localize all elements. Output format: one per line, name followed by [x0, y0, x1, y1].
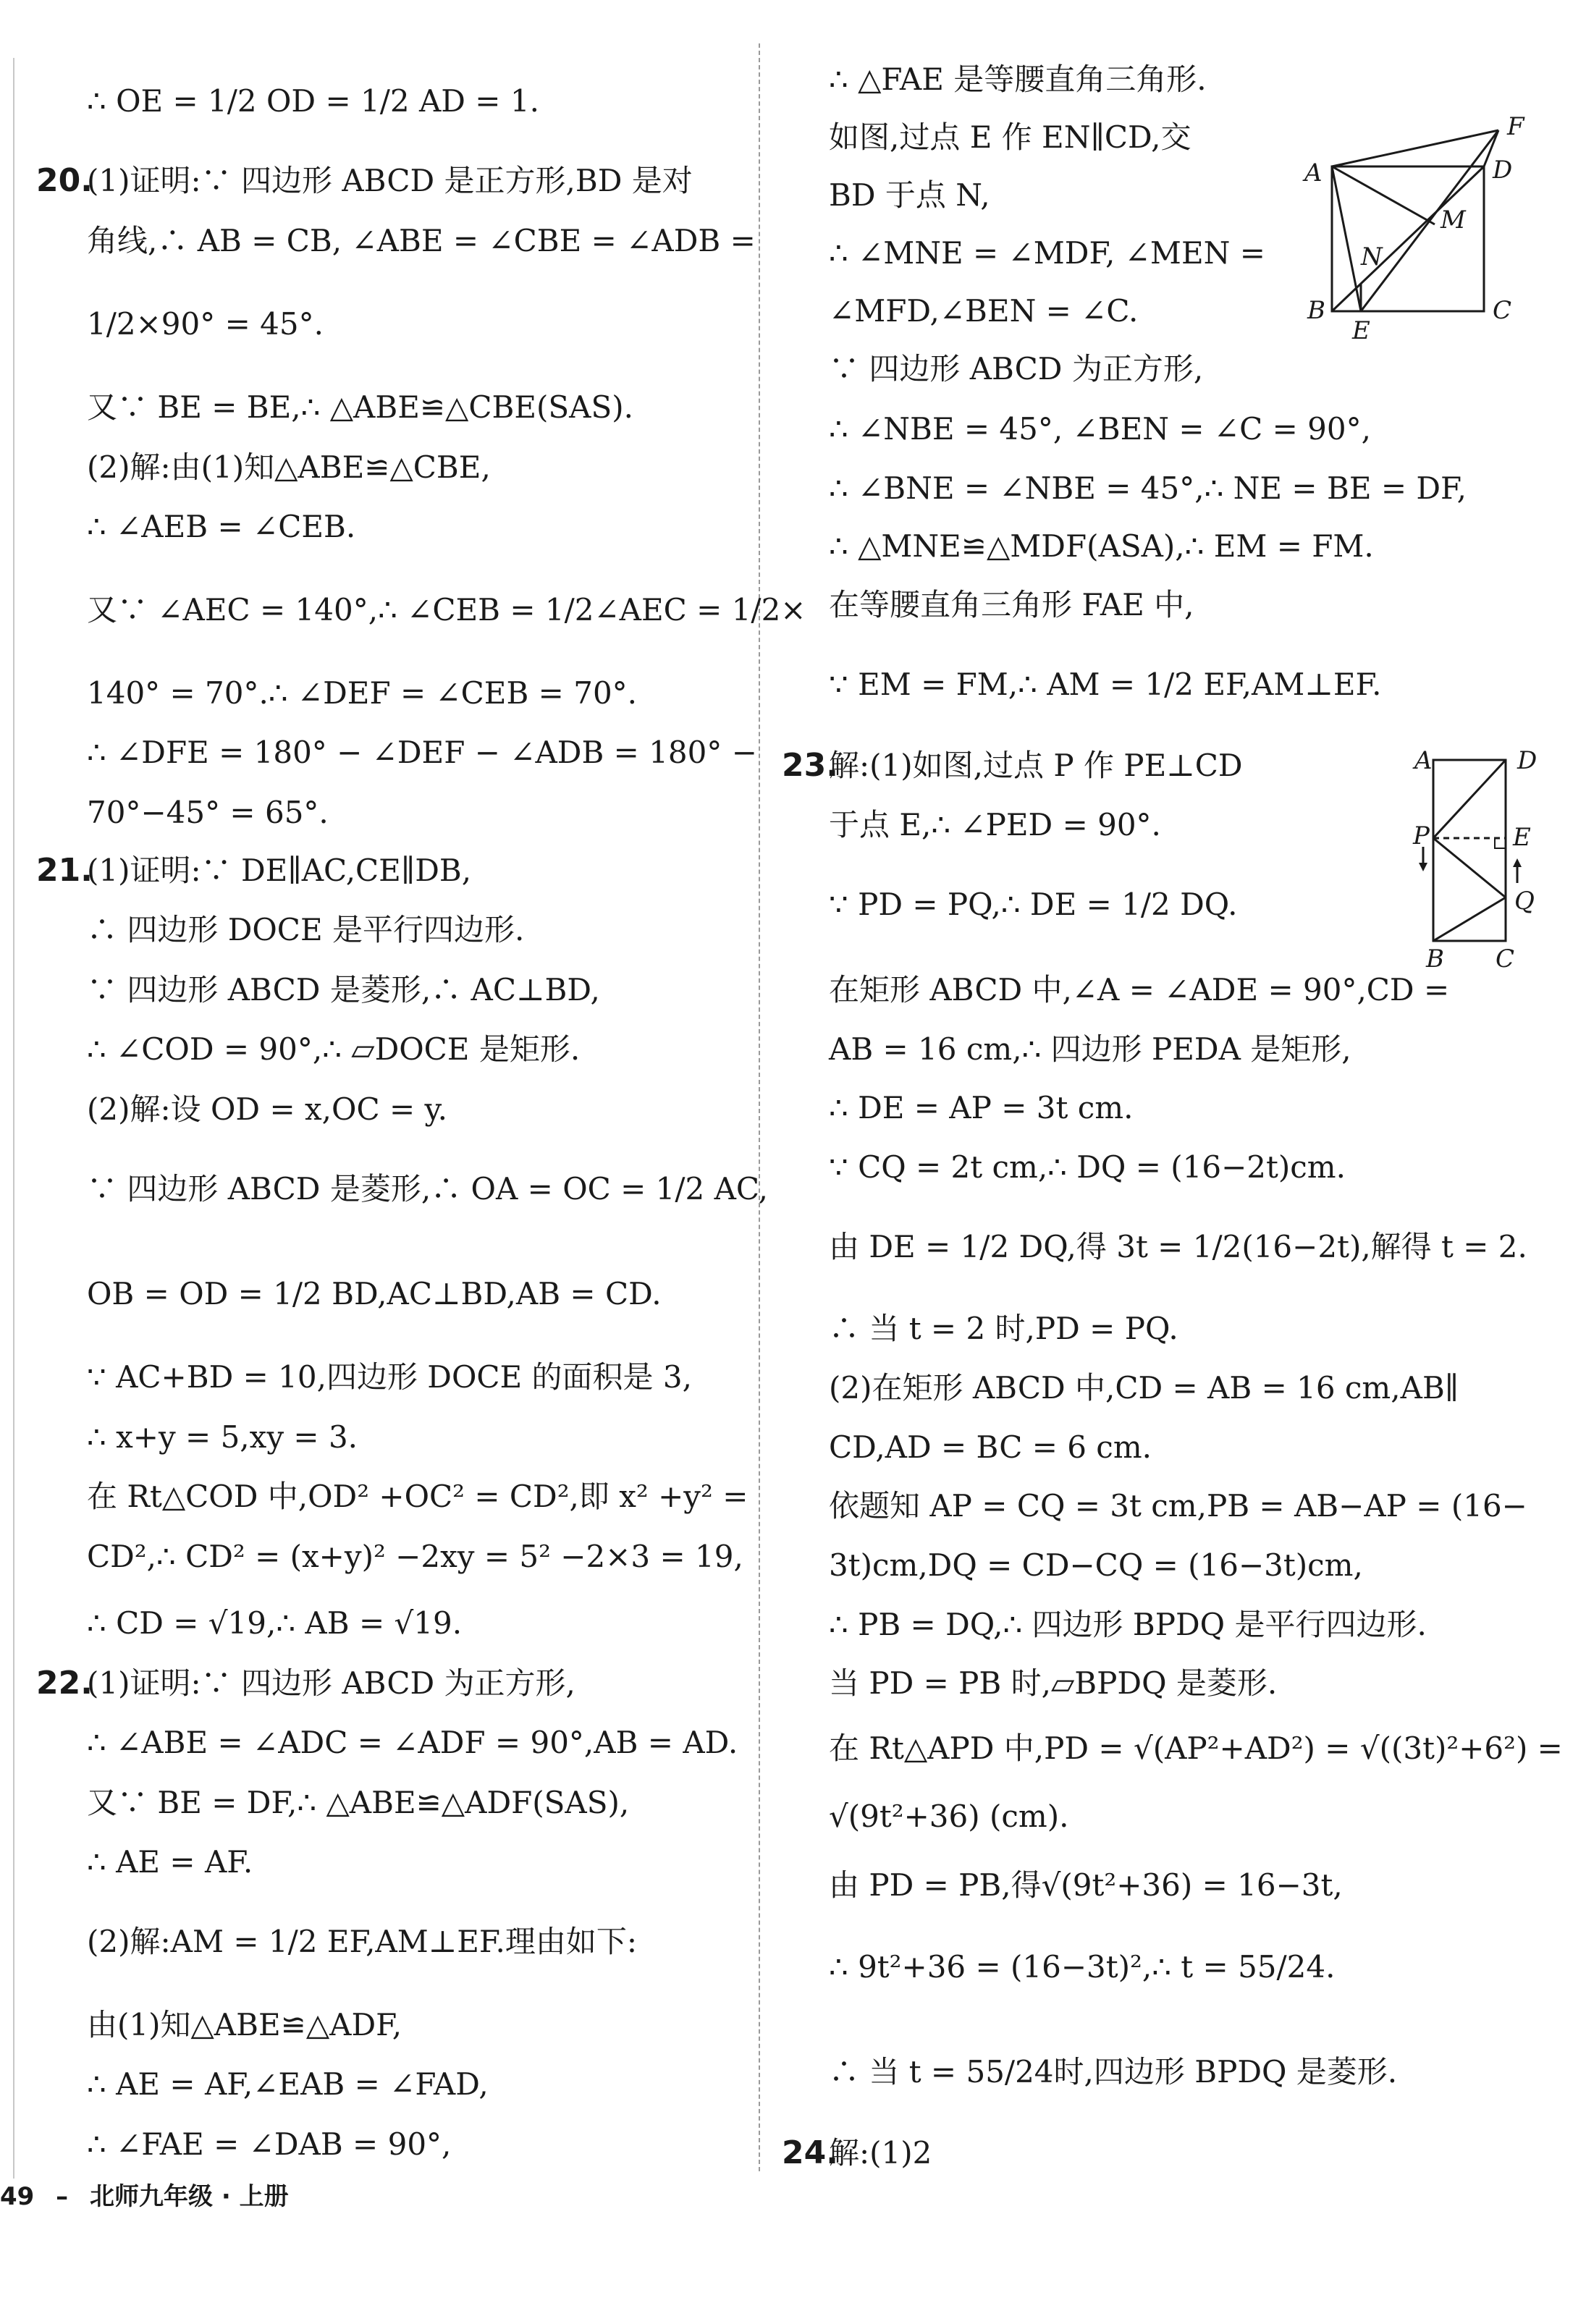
text-line: (2)在矩形 ABCD 中,CD = AB = 16 cm,AB∥	[829, 1370, 1459, 1406]
question-number-24: 24.	[782, 2134, 838, 2171]
text-line: ∴ ∠COD = 90°,∴ ▱DOCE 是矩形.	[87, 1031, 581, 1067]
text-line: OB = OD = 1/2 BD,AC⊥BD,AB = CD.	[87, 1276, 662, 1311]
text-line: ∴ PB = DQ,∴ 四边形 BPDQ 是平行四边形.	[829, 1607, 1427, 1642]
text-line: 又∵ ∠AEC = 140°,∴ ∠CEB = 1/2∠AEC = 1/2×	[87, 592, 806, 628]
book-title: 北师九年级 · 上册	[90, 2182, 289, 2211]
label-E: E	[1513, 823, 1531, 852]
text-line: √(9t²+36) (cm).	[829, 1799, 1069, 1834]
text-line: ∴ AE = AF.	[87, 1844, 253, 1880]
text-line: 由 DE = 1/2 DQ,得 3t = 1/2(16−2t),解得 t = 2.	[829, 1229, 1527, 1264]
text-line: BD 于点 N,	[829, 177, 990, 213]
label-D: D	[1517, 746, 1538, 775]
label-F: F	[1507, 112, 1524, 141]
text-line: 由 PD = PB,得√(9t²+36) = 16−3t,	[829, 1867, 1343, 1903]
text-line: ∵ EM = FM,∴ AM = 1/2 EF,AM⊥EF.	[829, 667, 1382, 702]
arrowhead-down	[1419, 863, 1427, 871]
label-C: C	[1496, 945, 1515, 973]
text-line: ∴ x+y = 5,xy = 3.	[87, 1419, 358, 1455]
label-D: D	[1493, 156, 1513, 185]
text-line: ∴ △FAE 是等腰直角三角形.	[829, 62, 1207, 97]
text-line: ∵ 四边形 ABCD 为正方形,	[829, 351, 1204, 386]
label-B: B	[1307, 296, 1325, 325]
text-line: ∠MFD,∠BEN = ∠C.	[829, 293, 1139, 329]
text-line: ∴ 当 t = 2 时,PD = PQ.	[829, 1311, 1178, 1346]
text-line: ∵ 四边形 ABCD 是菱形,∴ OA = OC = 1/2 AC,	[87, 1171, 768, 1207]
arrowhead-up	[1513, 858, 1522, 867]
text-line: 在 Rt△COD 中,OD² +OC² = CD²,即 x² +y² =	[87, 1479, 748, 1514]
text-line: (1)证明:∵ 四边形 ABCD 为正方形,	[87, 1665, 575, 1701]
text-line: 140° = 70°.∴ ∠DEF = ∠CEB = 70°.	[87, 675, 638, 711]
text-line: ∴ 当 t = 55/24时,四边形 BPDQ 是菱形.	[829, 2054, 1398, 2090]
segment-am	[1332, 166, 1435, 224]
text-line: (2)解:AM = 1/2 EF,AM⊥EF.理由如下:	[87, 1924, 638, 1959]
question-number-20: 20.	[36, 162, 93, 199]
segment-pd	[1433, 760, 1506, 838]
label-A: A	[1414, 746, 1433, 775]
text-line: ∴ ∠NBE = 45°, ∠BEN = ∠C = 90°,	[829, 411, 1371, 447]
text-line: ∴ 四边形 DOCE 是平行四边形.	[87, 912, 525, 947]
text-line: 当 PD = PB 时,▱BPDQ 是菱形.	[829, 1665, 1278, 1701]
text-line: ∴ ∠AEB = ∠CEB.	[87, 509, 356, 544]
label-N: N	[1361, 242, 1383, 271]
text-line: ∴ ∠BNE = ∠NBE = 45°,∴ NE = BE = DF,	[829, 470, 1467, 506]
text-line: 在 Rt△APD 中,PD = √(AP²+AD²) = √((3t)²+6²) =	[829, 1731, 1563, 1766]
text-line: 又∵ BE = BE,∴ △ABE≌△CBE(SAS).	[87, 389, 634, 425]
text-line: ∵ 四边形 ABCD 是菱形,∴ AC⊥BD,	[87, 972, 600, 1007]
text-line: 3t)cm,DQ = CD−CQ = (16−3t)cm,	[829, 1547, 1363, 1583]
label-P: P	[1413, 821, 1430, 850]
segment-bq	[1433, 897, 1506, 941]
text-line: 又∵ BE = DF,∴ △ABE≌△ADF(SAS),	[87, 1785, 630, 1820]
label-C: C	[1493, 296, 1512, 325]
text-line: 由(1)知△ABE≌△ADF,	[87, 2007, 402, 2042]
text-line: ∴ ∠DFE = 180° − ∠DEF − ∠ADB = 180° −	[87, 735, 757, 770]
text-line: (1)证明:∵ DE∥AC,CE∥DB,	[87, 853, 472, 888]
text-line: ∴ CD = √19,∴ AB = √19.	[87, 1605, 463, 1641]
text-line: (2)解:由(1)知△ABE≌△CBE,	[87, 449, 491, 485]
square-figure-22	[1260, 109, 1564, 347]
text-line: 解:(1)如图,过点 P 作 PE⊥CD	[829, 748, 1243, 783]
page-footer	[0, 2179, 289, 2215]
label-B: B	[1426, 945, 1444, 973]
label-E: E	[1352, 316, 1370, 345]
text-line: 1/2×90° = 45°.	[87, 306, 324, 342]
text-line: ∴ ∠FAE = ∠DAB = 90°,	[87, 2126, 452, 2162]
text-line: ∴ 9t²+36 = (16−3t)²,∴ t = 55/24.	[829, 1949, 1336, 1985]
segment-ae	[1332, 166, 1361, 311]
rectangle-figure-23	[1346, 738, 1538, 973]
text-line: ∵ AC+BD = 10,四边形 DOCE 的面积是 3,	[87, 1359, 692, 1395]
text-line: ∴ △MNE≌△MDF(ASA),∴ EM = FM.	[829, 528, 1374, 564]
text-line: 如图,过点 E 作 EN∥CD,交	[829, 119, 1191, 155]
text-line: 在等腰直角三角形 FAE 中,	[829, 587, 1194, 622]
text-line: 在矩形 ABCD 中,∠A = ∠ADE = 90°,CD =	[829, 972, 1450, 1007]
rectangle-abcd-outline	[1433, 760, 1506, 941]
text-line: ∵ PD = PQ,∴ DE = 1/2 DQ.	[829, 887, 1238, 922]
question-number-22: 22.	[36, 1665, 93, 1702]
right-angle-mark	[1495, 838, 1506, 848]
text-line: 角线,∴ AB = CB, ∠ABE = ∠CBE = ∠ADB =	[87, 223, 756, 258]
text-line: CD,AD = BC = 6 cm.	[829, 1429, 1152, 1465]
label-A: A	[1304, 159, 1323, 187]
text-line: ∴ DE = AP = 3t cm.	[829, 1090, 1134, 1125]
text-line: ∴ OE = 1/2 OD = 1/2 AD = 1.	[87, 83, 539, 119]
text-line: 依题知 AP = CQ = 3t cm,PB = AB−AP = (16−	[829, 1488, 1527, 1524]
text-line: ∴ ∠ABE = ∠ADC = ∠ADF = 90°,AB = AD.	[87, 1725, 738, 1760]
text-line: 于点 E,∴ ∠PED = 90°.	[829, 807, 1161, 842]
page-number: 49	[0, 2182, 35, 2211]
label-Q: Q	[1514, 887, 1535, 916]
page-edge-line	[13, 58, 14, 2179]
text-line: (2)解:设 OD = x,OC = y.	[87, 1091, 447, 1127]
label-M: M	[1441, 206, 1466, 234]
text-line: ∵ CQ = 2t cm,∴ DQ = (16−2t)cm.	[829, 1149, 1346, 1185]
text-line: ∴ AE = AF,∠EAB = ∠FAD,	[87, 2066, 489, 2102]
text-line: AB = 16 cm,∴ 四边形 PEDA 是矩形,	[829, 1031, 1351, 1067]
text-line: 70°−45° = 65°.	[87, 795, 329, 830]
diagonal-bd	[1332, 166, 1484, 311]
column-divider	[759, 43, 760, 2171]
text-line: ∴ ∠MNE = ∠MDF, ∠MEN =	[829, 235, 1265, 271]
segment-af	[1332, 130, 1498, 166]
footer-dash: –	[56, 2182, 69, 2211]
text-line: 解:(1)2	[829, 2135, 932, 2171]
question-number-21: 21.	[36, 852, 93, 889]
text-line: CD²,∴ CD² = (x+y)² −2xy = 5² −2×3 = 19,	[87, 1539, 743, 1574]
question-number-23: 23.	[782, 747, 838, 784]
text-line: (1)证明:∵ 四边形 ABCD 是正方形,BD 是对	[87, 163, 693, 198]
